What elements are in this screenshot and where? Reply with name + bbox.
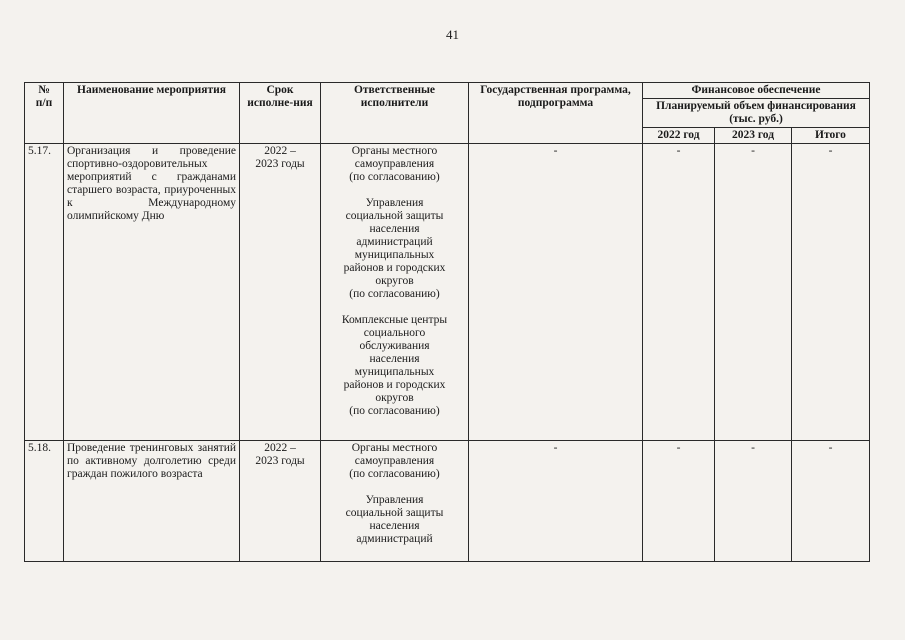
- executor-line: округов: [375, 275, 414, 287]
- executor-line: муниципальных: [354, 249, 435, 261]
- executor-line: (по согласованию): [349, 288, 440, 300]
- row-executors: [321, 441, 469, 562]
- executor-line: округов: [375, 392, 414, 404]
- executor-line: социальной защиты: [345, 210, 444, 222]
- executor-line: самоуправления: [354, 455, 435, 467]
- executor-line: социальной защиты: [345, 507, 444, 519]
- row-term: 2022 – 2023 годы: [240, 441, 321, 562]
- header-total: Итого: [792, 128, 870, 144]
- executor-line: [324, 481, 465, 494]
- executor-line: Управления: [365, 494, 424, 506]
- row-2022: -: [643, 441, 715, 562]
- header-year-2023: 2023 год: [715, 128, 792, 144]
- executor-line: населения: [369, 353, 420, 365]
- header-planned-volume: Планируемый объем финансирования (тыс. руб.): [643, 99, 870, 128]
- executor-line: [324, 301, 465, 314]
- row-term: 2022 – 2023 годы: [240, 144, 321, 441]
- page-number: 41: [446, 27, 459, 42]
- header-financing: Финансовое обеспечение: [643, 83, 870, 99]
- header-program: Государственная программа, подпрограмма: [469, 83, 643, 144]
- header-executors: Ответственные исполнители: [321, 83, 469, 144]
- row-2023: -: [715, 441, 792, 562]
- row-executors: [321, 144, 469, 441]
- row-program: -: [469, 441, 643, 562]
- executor-line: районов и городских: [343, 379, 446, 391]
- executor-line: администраций: [356, 533, 433, 545]
- executor-line: Органы местного: [351, 442, 438, 454]
- header-year-2022: 2022 год: [643, 128, 715, 144]
- executor-line: Комплексные центры: [341, 314, 448, 326]
- executor-line: Управления: [365, 197, 424, 209]
- executor-line: [324, 184, 465, 197]
- executor-line: (по согласованию): [349, 405, 440, 417]
- table-row: [25, 144, 870, 441]
- executor-line: социального: [363, 327, 426, 339]
- row-name: Проведение тренинговых занятий по активному долголетию среди граждан пожилого возраста: [64, 441, 240, 562]
- header-term: Срок исполне-ния: [240, 83, 321, 144]
- executor-line: (по согласованию): [349, 468, 440, 480]
- row-total: -: [792, 144, 870, 441]
- executor-line: муниципальных: [354, 366, 435, 378]
- action-plan-table: [24, 82, 870, 562]
- row-2022: -: [643, 144, 715, 441]
- header-name: Наименование мероприятия: [64, 83, 240, 144]
- executor-line: самоуправления: [354, 158, 435, 170]
- row-2023: -: [715, 144, 792, 441]
- table-row: [25, 441, 870, 562]
- header-num: № п/п: [25, 83, 64, 144]
- row-num: 5.17.: [25, 144, 64, 441]
- executor-line: населения: [369, 520, 420, 532]
- executor-line: районов и городских: [343, 262, 446, 274]
- row-total: -: [792, 441, 870, 562]
- executor-line: населения: [369, 223, 420, 235]
- row-program: -: [469, 144, 643, 441]
- executor-line: администраций: [356, 236, 433, 248]
- row-name: Организация и проведение спортивно-оздоровительных мероприятий с гражданами старшего возраста, приуроченных к Международному олимпийскому Дню: [64, 144, 240, 441]
- executor-line: Органы местного: [351, 145, 438, 157]
- row-num: 5.18.: [25, 441, 64, 562]
- executor-line: обслуживания: [359, 340, 430, 352]
- executor-line: (по согласованию): [349, 171, 440, 183]
